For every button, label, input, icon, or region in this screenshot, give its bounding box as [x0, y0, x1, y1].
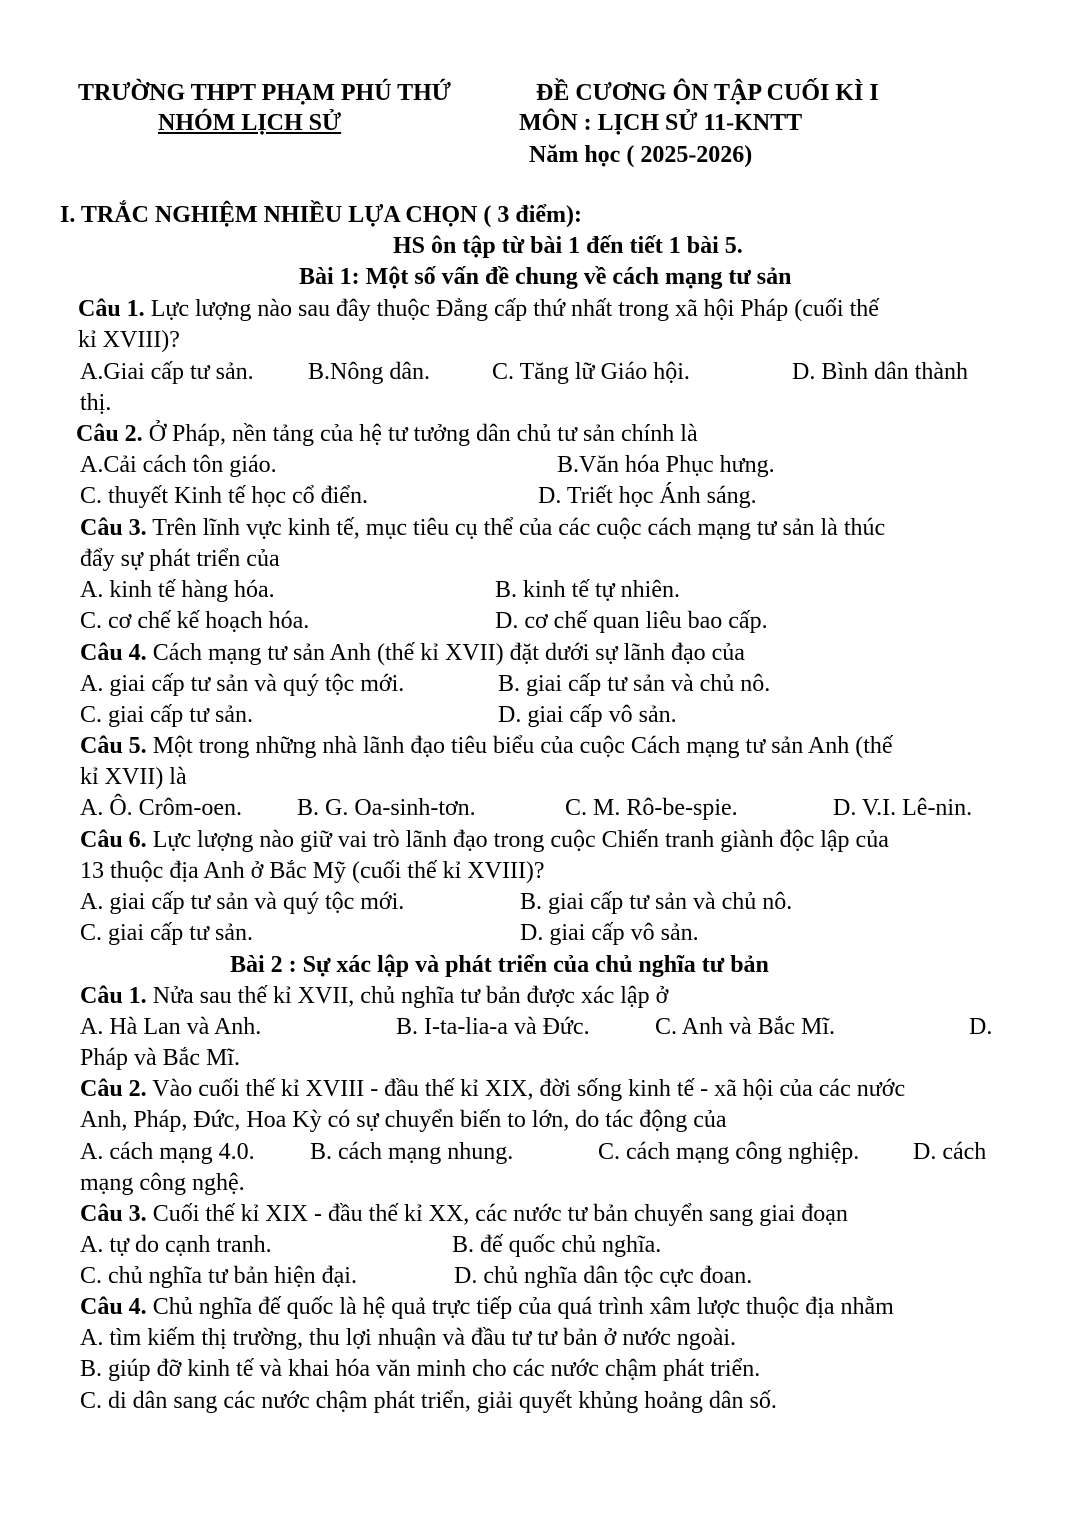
- option-c: C. Tăng lữ Giáo hội.: [492, 359, 690, 385]
- school-name: TRƯỜNG THPT PHẠM PHÚ THỨ: [78, 80, 451, 106]
- option-d: D. giai cấp vô sản.: [498, 702, 677, 728]
- question-text: [80, 1292, 894, 1323]
- question-label: Câu 4.: [80, 640, 147, 666]
- option-c: C. thuyết Kinh tế học cổ điển.: [80, 483, 368, 509]
- question-label: Câu 3.: [80, 515, 147, 541]
- option-b: B. G. Oa-sinh-tơn.: [297, 795, 476, 821]
- question-text: [80, 638, 745, 669]
- question-label: Câu 6.: [80, 827, 147, 853]
- option-d: D. Triết học Ánh sáng.: [538, 483, 757, 509]
- option-d: D. V.I. Lê-nin.: [833, 795, 973, 821]
- question-text-cont: Anh, Pháp, Đức, Hoa Kỳ có sự chuyển biến to lớn, do tác động của: [80, 1107, 727, 1133]
- option-c: C. cách mạng công nghiệp.: [598, 1139, 860, 1165]
- question-body: Một trong những nhà lãnh đạo tiêu biểu của cuộc Cách mạng tư sản Anh (thế: [146, 733, 893, 759]
- option-b: B.Nông dân.: [308, 359, 430, 385]
- question-label: Câu 2.: [80, 1076, 147, 1102]
- question-body: Nửa sau thế kỉ XVII, chủ nghĩa tư bản được xác lập ở: [146, 983, 669, 1009]
- question-text: [76, 419, 698, 450]
- question-text-cont: kỉ XVII) là: [80, 764, 187, 790]
- question-body: Chủ nghĩa đế quốc là hệ quả trực tiếp của quá trình xâm lược thuộc địa nhằm: [146, 1294, 894, 1320]
- question-text: [80, 825, 889, 856]
- option-b: B. giai cấp tư sản và chủ nô.: [498, 671, 771, 697]
- question-body: Lực lượng nào giữ vai trò lãnh đạo trong cuộc Chiến tranh giành độc lập của: [146, 827, 889, 853]
- question-body: Ở Pháp, nền tảng của hệ tư tưởng dân chủ tư sản chính là: [142, 421, 698, 447]
- question-text: [78, 294, 879, 325]
- option-d: D. cách: [913, 1139, 987, 1165]
- option-c: C. di dân sang các nước chậm phát triển, giải quyết khủng hoảng dân số.: [80, 1388, 777, 1414]
- question-body: Vào cuối thế kỉ XVIII - đầu thế kỉ XIX, đời sống kinh tế - xã hội của các nước: [146, 1076, 906, 1102]
- option-b: B. đế quốc chủ nghĩa.: [452, 1232, 662, 1258]
- section-title: I. TRẮC NGHIỆM NHIỀU LỰA CHỌN ( 3 điểm):: [60, 202, 583, 228]
- option-a: A. giai cấp tư sản và quý tộc mới.: [80, 671, 405, 697]
- option-b: B.Văn hóa Phục hưng.: [557, 452, 775, 478]
- question-text: [80, 731, 893, 762]
- option-a: A. cách mạng 4.0.: [80, 1139, 255, 1165]
- lesson-2-title: Bài 2 : Sự xác lập và phát triển của chủ nghĩa tư bản: [230, 952, 769, 978]
- question-text: [80, 1199, 848, 1230]
- school-year: Năm học ( 2025-2026): [529, 142, 753, 168]
- option-d: D. cơ chế quan liêu bao cấp.: [495, 608, 768, 634]
- question-body: Lực lượng nào sau đây thuộc Đẳng cấp thứ nhất trong xã hội Pháp (cuối thế: [144, 296, 879, 322]
- question-label: Câu 3.: [80, 1201, 147, 1227]
- question-label: Câu 1.: [80, 983, 147, 1009]
- question-label: Câu 2.: [76, 421, 143, 447]
- question-text: [80, 513, 885, 544]
- option-a: A. kinh tế hàng hóa.: [80, 577, 275, 603]
- option-d-cont: thị.: [80, 390, 112, 416]
- option-c: C. M. Rô-be-spie.: [565, 795, 738, 821]
- question-label: Câu 5.: [80, 733, 147, 759]
- option-d: D. giai cấp vô sản.: [520, 920, 699, 946]
- section-scope: HS ôn tập từ bài 1 đến tiết 1 bài 5.: [393, 233, 743, 259]
- question-body: Cách mạng tư sản Anh (thế kỉ XVII) đặt dưới sự lãnh đạo của: [146, 640, 745, 666]
- question-text: [80, 981, 668, 1012]
- option-a: A. tự do cạnh tranh.: [80, 1232, 272, 1258]
- question-text-cont: đẩy sự phát triển của: [80, 546, 280, 572]
- option-d: D.: [969, 1014, 993, 1040]
- subject-line: MÔN : LỊCH SỬ 11-KNTT: [519, 110, 803, 136]
- question-text-cont: 13 thuộc địa Anh ở Bắc Mỹ (cuối thế kỉ XVIII)?: [80, 858, 545, 884]
- doc-title: ĐỀ CƯƠNG ÔN TẬP CUỐI KÌ I: [536, 80, 879, 106]
- option-b: B. cách mạng nhung.: [310, 1139, 514, 1165]
- option-b: B. giai cấp tư sản và chủ nô.: [520, 889, 793, 915]
- option-b: B. kinh tế tự nhiên.: [495, 577, 680, 603]
- question-body: Trên lĩnh vực kinh tế, mục tiêu cụ thể của các cuộc cách mạng tư sản là thúc: [146, 515, 886, 541]
- option-d-cont: mạng công nghệ.: [80, 1170, 245, 1196]
- option-d: D. chủ nghĩa dân tộc cực đoan.: [454, 1263, 753, 1289]
- option-b: B. giúp đỡ kinh tế và khai hóa văn minh cho các nước chậm phát triển.: [80, 1356, 761, 1382]
- option-a: A. giai cấp tư sản và quý tộc mới.: [80, 889, 405, 915]
- question-label: Câu 4.: [80, 1294, 147, 1320]
- option-c: C. cơ chế kế hoạch hóa.: [80, 608, 310, 634]
- lesson-1-title: Bài 1: Một số vấn đề chung về cách mạng tư sản: [299, 264, 792, 290]
- question-body: Cuối thế kỉ XIX - đầu thế kỉ XX, các nước tư bản chuyển sang giai đoạn: [146, 1201, 848, 1227]
- option-c: C. Anh và Bắc Mĩ.: [655, 1014, 835, 1040]
- question-label: Câu 1.: [78, 296, 145, 322]
- option-a: A.Cải cách tôn giáo.: [80, 452, 277, 478]
- question-text-cont: kỉ XVIII)?: [78, 327, 180, 353]
- option-c: C. chủ nghĩa tư bản hiện đại.: [80, 1263, 357, 1289]
- option-a: A. Ô. Crôm-oen.: [80, 795, 242, 821]
- question-text: [80, 1074, 905, 1105]
- option-a: A. tìm kiếm thị trường, thu lợi nhuận và đầu tư tư bản ở nước ngoài.: [80, 1325, 737, 1351]
- option-a: A. Hà Lan và Anh.: [80, 1014, 262, 1040]
- option-c: C. giai cấp tư sản.: [80, 702, 253, 728]
- group-name: NHÓM LỊCH SỬ: [158, 110, 342, 136]
- option-d-cont: Pháp và Bắc Mĩ.: [80, 1045, 240, 1071]
- option-d: D. Bình dân thành: [792, 359, 968, 385]
- option-c: C. giai cấp tư sản.: [80, 920, 253, 946]
- option-b: B. I-ta-lia-a và Đức.: [396, 1014, 590, 1040]
- option-a: A.Giai cấp tư sản.: [80, 359, 254, 385]
